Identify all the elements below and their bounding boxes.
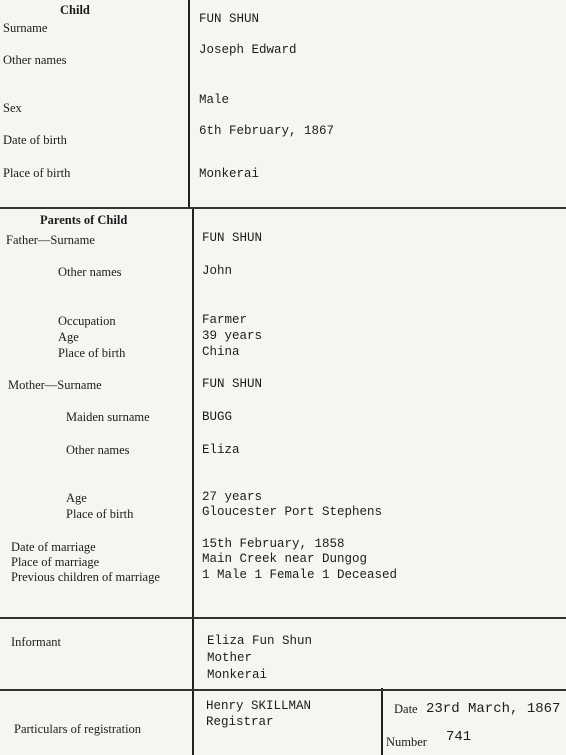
child-heading: Child bbox=[60, 3, 90, 17]
column-divider bbox=[188, 0, 190, 208]
registration-number-label: Number bbox=[386, 735, 427, 749]
child-dob-value: 6th February, 1867 bbox=[199, 124, 335, 138]
father-occupation-value: Farmer bbox=[202, 313, 248, 327]
informant-residence-value: Monkerai bbox=[207, 668, 268, 682]
registrar-name-value: Henry SKILLMAN bbox=[206, 699, 312, 713]
mother-age-label: Age bbox=[66, 491, 87, 505]
marriage-date-value: 15th February, 1858 bbox=[202, 537, 345, 551]
registrar-title-value: Registrar bbox=[206, 715, 274, 729]
mother-age-value: 27 years bbox=[202, 490, 263, 504]
mother-surname-label: Mother—Surname bbox=[8, 378, 102, 392]
mother-maiden-value: BUGG bbox=[202, 410, 233, 424]
registration-date-value: 23rd March, 1867 bbox=[426, 701, 561, 717]
child-sex-label: Sex bbox=[3, 101, 22, 115]
marriage-date-label: Date of marriage bbox=[11, 540, 96, 554]
child-pob-value: Monkerai bbox=[199, 167, 260, 181]
column-divider bbox=[192, 208, 194, 755]
parents-heading: Parents of Child bbox=[40, 213, 128, 227]
marriage-place-label: Place of marriage bbox=[11, 555, 100, 569]
marriage-place-value: Main Creek near Dungog bbox=[202, 552, 368, 566]
informant-name-value: Eliza Fun Shun bbox=[207, 634, 313, 648]
child-surname-value: FUN SHUN bbox=[199, 12, 260, 26]
child-surname-label: Surname bbox=[3, 21, 48, 35]
mother-other-names-label: Other names bbox=[66, 443, 130, 457]
father-other-names-value: John bbox=[202, 264, 233, 278]
registration-label: Particulars of registration bbox=[14, 722, 142, 736]
child-dob-label: Date of birth bbox=[3, 133, 67, 147]
section-rule bbox=[0, 207, 566, 209]
registration-date-label: Date bbox=[394, 702, 418, 716]
informant-label: Informant bbox=[11, 635, 61, 649]
informant-relation-value: Mother bbox=[207, 651, 253, 665]
mother-pob-value: Gloucester Port Stephens bbox=[202, 505, 383, 519]
father-age-label: Age bbox=[58, 330, 79, 344]
father-pob-value: China bbox=[202, 345, 240, 359]
father-age-value: 39 years bbox=[202, 329, 263, 343]
section-rule bbox=[0, 617, 566, 619]
mother-surname-value: FUN SHUN bbox=[202, 377, 263, 391]
father-pob-label: Place of birth bbox=[58, 346, 126, 360]
section-rule bbox=[0, 689, 566, 691]
registration-divider bbox=[381, 688, 383, 755]
father-surname-value: FUN SHUN bbox=[202, 231, 263, 245]
child-sex-value: Male bbox=[199, 93, 230, 107]
previous-children-value: 1 Male 1 Female 1 Deceased bbox=[202, 568, 398, 582]
father-surname-label: Father—Surname bbox=[6, 233, 95, 247]
child-other-names-value: Joseph Edward bbox=[199, 43, 297, 57]
child-pob-label: Place of birth bbox=[3, 166, 71, 180]
registration-number-value: 741 bbox=[446, 729, 472, 745]
mother-other-names-value: Eliza bbox=[202, 443, 240, 457]
mother-maiden-label: Maiden surname bbox=[66, 410, 150, 424]
previous-children-label: Previous children of marriage bbox=[11, 570, 160, 584]
father-other-names-label: Other names bbox=[58, 265, 122, 279]
father-occupation-label: Occupation bbox=[58, 314, 116, 328]
child-other-names-label: Other names bbox=[3, 53, 67, 67]
mother-pob-label: Place of birth bbox=[66, 507, 134, 521]
